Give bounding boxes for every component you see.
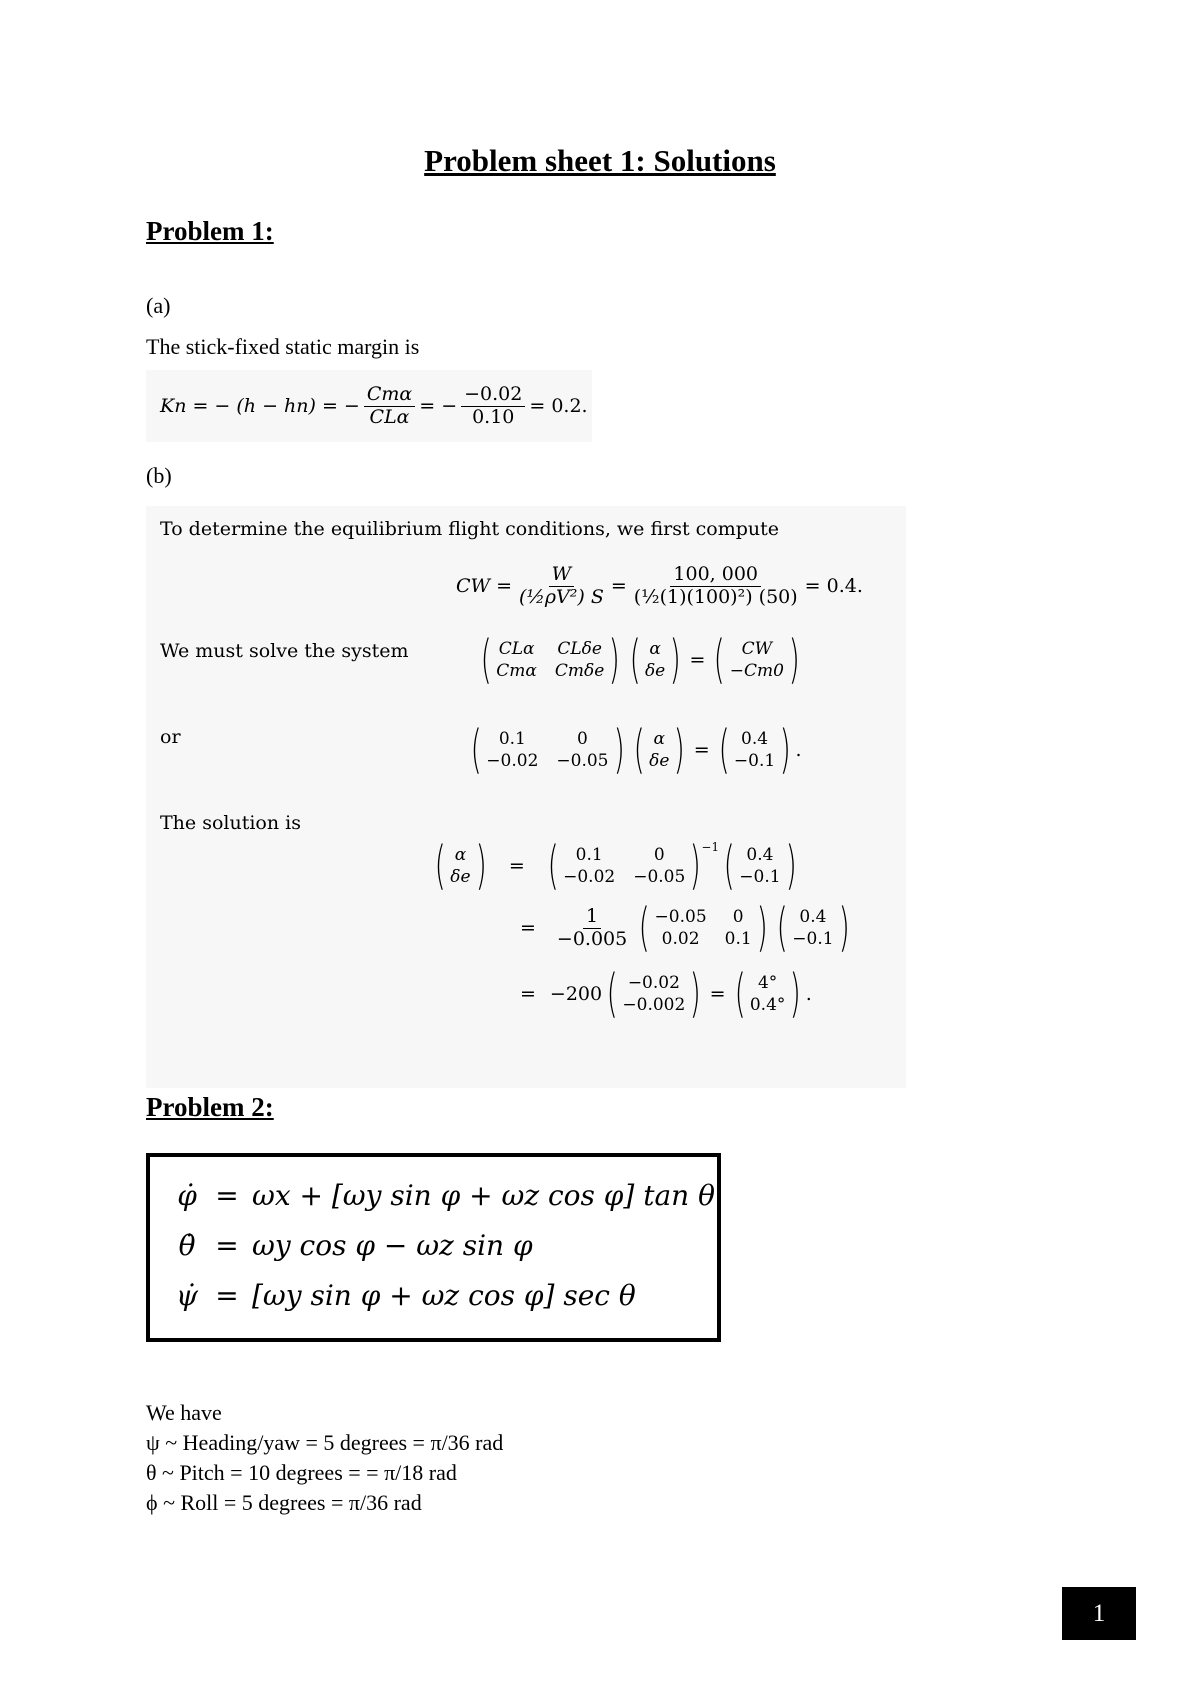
- vector-cell: −0.1: [733, 751, 776, 771]
- problem2-text-block: [146, 1398, 503, 1518]
- matrix-cell: Cmα: [496, 661, 537, 681]
- cw-fraction: [516, 564, 607, 609]
- cw-denominator: (½ρV²) S: [519, 585, 604, 608]
- vector-cell: α: [653, 729, 665, 749]
- equation-lhs: ψ̇: [176, 1279, 198, 1312]
- part-a-intro: The stick-fixed static margin is: [146, 334, 420, 359]
- numeric-fraction: [461, 384, 525, 429]
- text-line: θ ~ Pitch = 10 degrees = = π/18 rad: [146, 1460, 457, 1485]
- text-line: ψ ~ Heading/yaw = 5 degrees = π/36 rad: [146, 1430, 504, 1455]
- cw-result: = 0.4.: [804, 575, 863, 597]
- problem2-heading: Problem 2:: [146, 1092, 274, 1122]
- equation-row: φ̇ = ωx + [ωy sin φ + ωz cos φ] tan θ: [172, 1179, 715, 1212]
- cm-cl-fraction: [364, 384, 415, 429]
- equation-rhs: [ωy sin φ + ωz cos φ] sec θ: [252, 1279, 636, 1312]
- matrix-cell: CLα: [498, 639, 535, 659]
- cw-numeric-numerator: 100, 000: [670, 564, 761, 587]
- matrix-cell: Cmδe: [554, 661, 605, 681]
- vector-cell: δe: [644, 661, 666, 681]
- problem1-heading: Problem 1:: [146, 216, 274, 246]
- vector-cell: −0.002: [622, 995, 686, 1015]
- or-text: or: [160, 726, 181, 748]
- scalar-fraction: [554, 906, 630, 951]
- vector-cell: −Cm0: [729, 661, 784, 681]
- page-number: 1: [1062, 1587, 1136, 1640]
- text-line: ϕ ~ Roll = 5 degrees = π/36 rad: [146, 1490, 422, 1515]
- unknown-vector: ( α δe ): [629, 630, 681, 690]
- matrix-cell: −0.05: [633, 867, 686, 887]
- vector-cell: α: [649, 639, 661, 659]
- numeric-system: ( 0.1 0 −0.02 −0.05 ) ( α δe ) = ( 0.4 −0.1 ) .: [466, 724, 802, 776]
- vector-cell: 0.4: [799, 907, 827, 927]
- solution-row-2: = $\frac{1}{-0.005}$ ( −0.05 0 0.02 0.1 ) ( 0.4 −0.1 ): [520, 902, 854, 954]
- vector-cell: δe: [649, 751, 670, 771]
- eq-mid: = −: [419, 395, 458, 417]
- numeric-rhs: ( 0.4 −0.1 ): [723, 836, 797, 896]
- scalar-numerator: 1: [583, 906, 601, 929]
- cw-numeric-fraction: [631, 564, 801, 609]
- part-a-label: (a): [146, 293, 171, 318]
- matrix-cell: −0.02: [486, 751, 539, 771]
- vector-cell: 0.4: [741, 729, 769, 749]
- vector-cell: −0.1: [739, 867, 781, 887]
- matrix-cell: 0.1: [498, 729, 526, 749]
- equation-lhs: θ̇: [178, 1229, 196, 1262]
- rhs-vector: ( CW −Cm0 ): [714, 630, 800, 690]
- matrix-cell: 0: [732, 907, 744, 927]
- matrix-cell: 0.1: [575, 845, 603, 865]
- unknown-vector: ( α δe ): [434, 836, 487, 896]
- fraction-numerator-value: −0.02: [461, 384, 525, 407]
- euler-rate-equations-box: [146, 1153, 721, 1342]
- equation-rhs: ωx + [ωy sin φ + ωz cos φ] tan θ: [252, 1179, 715, 1212]
- equation-rhs: ωy cos φ − ωz sin φ: [252, 1229, 533, 1262]
- part-b-scan-region: [146, 506, 906, 1088]
- equation-row: θ̇ = ωy cos φ − ωz sin φ: [172, 1229, 533, 1262]
- adjugate-matrix: ( −0.05 0 0.02 0.1 ): [638, 898, 768, 958]
- static-margin-equation: [146, 370, 592, 442]
- final-vector: ( 4° 0.4° ): [734, 964, 802, 1024]
- vector-cell: α: [454, 845, 467, 865]
- solution-text: The solution is: [160, 812, 301, 834]
- cw-lhs: CW =: [456, 575, 513, 597]
- text-line: We have: [146, 1400, 222, 1425]
- matrix-cell: 0: [653, 845, 665, 865]
- cw-numeric-denominator: (½(1)(100)²) (50): [633, 585, 798, 608]
- fraction-denominator-value: 0.10: [472, 405, 515, 428]
- part-b-label: (b): [146, 463, 172, 488]
- vector-cell: 4°: [757, 973, 778, 993]
- part-b-intro: To determine the equilibrium flight conditions, we first compute: [160, 518, 780, 540]
- fraction-numerator: Cmα: [364, 384, 415, 407]
- cw-equation: CW = $\frac{W}{\text{(½ρV²) S}}$ = $\frac{100, 000}{\text{(½(1)(100)²) (50)}}$ = 0.4.: [456, 562, 863, 608]
- matrix-cell: 0.02: [661, 929, 700, 949]
- solution-row-3: = −200 ( −0.02 −0.002 ) = ( 4° 0.4° ) .: [520, 964, 812, 1024]
- numeric-matrix: ( 0.1 0 −0.02 −0.05 ): [470, 720, 625, 780]
- inverse-exponent: −1: [701, 840, 719, 854]
- vector-cell: 0.4°: [749, 995, 786, 1015]
- inverse-matrix: ( 0.1 0 −0.02 −0.05 ) $^{-1}$: [547, 836, 719, 896]
- matrix-cell: CLδe: [557, 639, 602, 659]
- scalar-denominator: −0.005: [556, 927, 628, 950]
- matrix-cell: −0.02: [563, 867, 616, 887]
- eq-lhs: Kn = − (h − hn) = −: [160, 395, 360, 417]
- solve-text: We must solve the system: [160, 640, 409, 662]
- vector-cell: −0.02: [627, 973, 680, 993]
- result-vector: ( −0.02 −0.002 ): [606, 964, 702, 1024]
- cw-numerator: W: [549, 564, 575, 587]
- scalar-factor: −200: [549, 983, 603, 1005]
- matrix-cell: −0.05: [654, 907, 707, 927]
- solution-row-1: ( α δe ) = ( 0.1 0 −0.02 −0.05 ) $^{-1}$ ( 0.4 −0.1 ): [430, 840, 801, 892]
- numeric-rhs: ( 0.4 −0.1 ): [718, 720, 791, 780]
- vector-cell: δe: [450, 867, 471, 887]
- fraction-denominator: CLα: [369, 405, 410, 428]
- system-equation: ( CLα CLδe Cmα Cmδe ) ( α δe ) = ( CW −Cm0 ): [476, 634, 804, 686]
- matrix-cell: 0: [577, 729, 588, 749]
- vector-cell: 0.4: [746, 845, 774, 865]
- unknown-vector: ( α δe ): [633, 720, 686, 780]
- vector-cell: −0.1: [792, 929, 834, 949]
- numeric-rhs: ( 0.4 −0.1 ): [776, 898, 850, 958]
- vector-cell: CW: [741, 639, 773, 659]
- matrix-cell: 0.1: [724, 929, 752, 949]
- equation-lhs: φ̇: [177, 1179, 197, 1212]
- coefficient-matrix: ( CLα CLδe Cmα Cmδe ): [480, 630, 621, 690]
- equation-row: ψ̇ = [ωy sin φ + ωz cos φ] sec θ: [172, 1279, 636, 1312]
- page-title: Problem sheet 1: Solutions: [424, 143, 776, 178]
- matrix-cell: −0.05: [556, 751, 609, 771]
- eq-result: = 0.2.: [529, 395, 588, 417]
